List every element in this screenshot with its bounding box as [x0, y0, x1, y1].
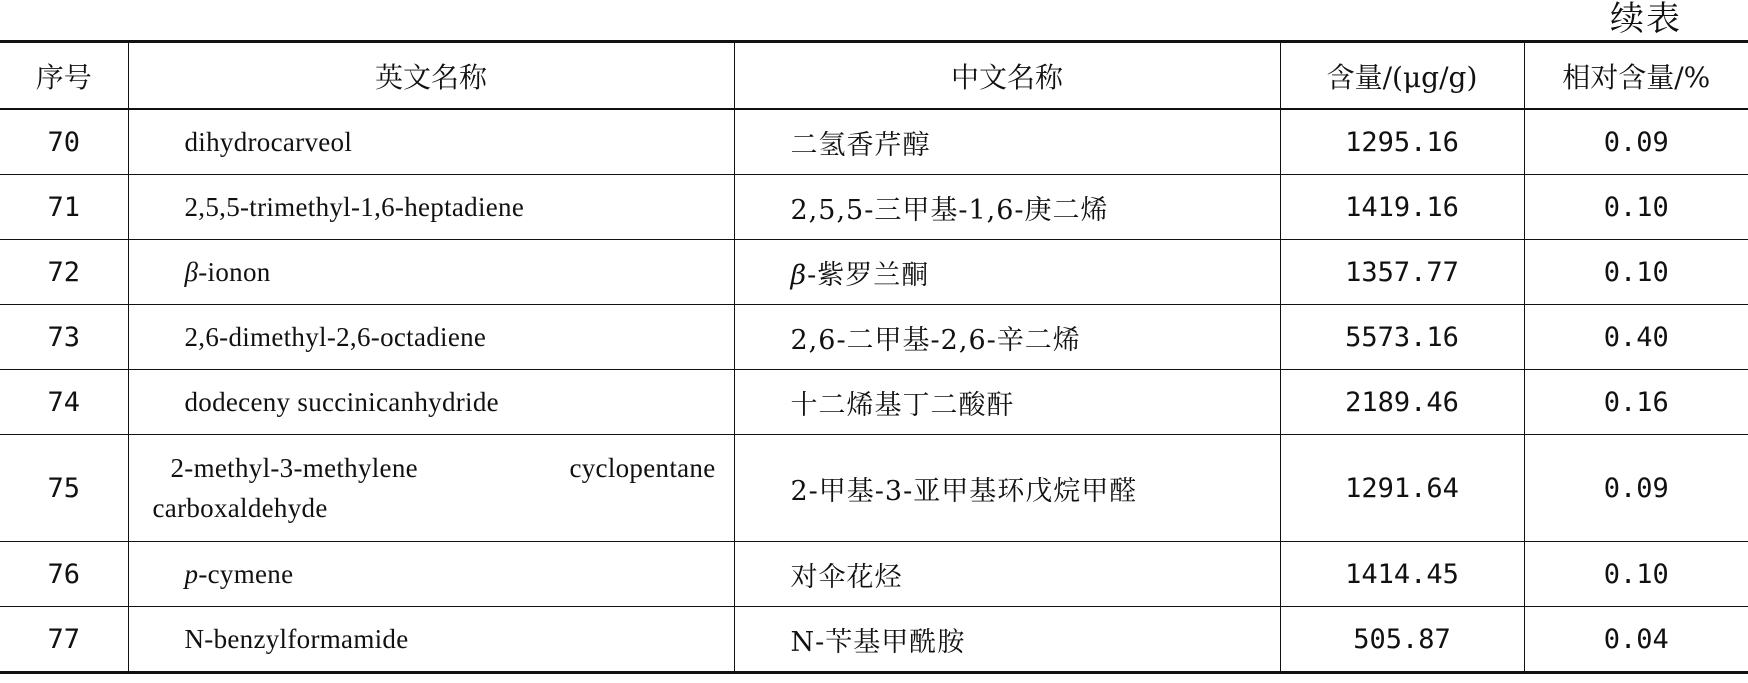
row-amount: 1295.16	[1280, 109, 1524, 175]
row-index: 74	[0, 370, 128, 435]
name-line-1: 2-methyl-3-methylene cyclopentane	[170, 453, 716, 483]
name-rest: -紫罗兰酮	[807, 259, 930, 291]
row-chinese-name: 二氢香芹醇	[734, 109, 1280, 175]
row-english-name	[128, 240, 734, 305]
row-relative-amount: 0.10	[1524, 175, 1748, 240]
header-index: 序号	[0, 42, 128, 110]
row-chinese-name: 十二烯基丁二酸酐	[734, 370, 1280, 435]
row-index: 76	[0, 542, 128, 607]
row-amount: 2189.46	[1280, 370, 1524, 435]
greek-prefix: β	[184, 256, 199, 287]
table-row	[0, 240, 1748, 305]
row-english-name: 2,5,5-trimethyl-1,6-heptadiene	[128, 175, 734, 240]
table-row	[0, 542, 1748, 607]
table-row	[0, 305, 1748, 370]
row-english-name: 2,6-dimethyl-2,6-octadiene	[128, 305, 734, 370]
row-english-name: N-benzylformamide	[128, 607, 734, 673]
row-amount: 1357.77	[1280, 240, 1524, 305]
header-english-name: 英文名称	[128, 42, 734, 110]
header-chinese-name: 中文名称	[734, 42, 1280, 110]
row-relative-amount: 0.10	[1524, 542, 1748, 607]
compound-table	[0, 40, 1748, 674]
name-line-2: carboxaldehyde	[152, 493, 328, 523]
row-english-name: dihydrocarveol	[128, 109, 734, 175]
row-index: 71	[0, 175, 128, 240]
row-chinese-name: N-苄基甲酰胺	[734, 607, 1280, 673]
row-relative-amount: 0.16	[1524, 370, 1748, 435]
name-rest: -cymene	[198, 558, 294, 589]
table-row	[0, 370, 1748, 435]
row-index: 77	[0, 607, 128, 673]
para-prefix: p	[184, 558, 199, 589]
row-amount: 1419.16	[1280, 175, 1524, 240]
row-chinese-name: 2,5,5-三甲基-1,6-庚二烯	[734, 175, 1280, 240]
row-index: 75	[0, 435, 128, 542]
row-relative-amount: 0.09	[1524, 109, 1748, 175]
header-row	[0, 42, 1748, 110]
row-english-name	[128, 435, 734, 542]
row-relative-amount: 0.10	[1524, 240, 1748, 305]
header-amount: 含量/(μg/g)	[1280, 42, 1524, 110]
row-amount: 505.87	[1280, 607, 1524, 673]
row-index: 72	[0, 240, 128, 305]
header-relative-amount: 相对含量/%	[1524, 42, 1748, 110]
row-english-name	[128, 542, 734, 607]
row-amount: 1414.45	[1280, 542, 1524, 607]
row-english-name: dodeceny succinicanhydride	[128, 370, 734, 435]
row-chinese-name: 2-甲基-3-亚甲基环戊烷甲醛	[734, 435, 1280, 542]
row-chinese-name	[734, 240, 1280, 305]
row-index: 70	[0, 109, 128, 175]
greek-prefix: β	[790, 259, 808, 291]
row-relative-amount: 0.40	[1524, 305, 1748, 370]
table-caption: 续表	[1610, 0, 1682, 39]
row-amount: 5573.16	[1280, 305, 1524, 370]
table-row	[0, 607, 1748, 673]
table-row	[0, 109, 1748, 175]
table-row	[0, 435, 1748, 542]
name-rest: -ionon	[198, 256, 271, 287]
row-amount: 1291.64	[1280, 435, 1524, 542]
row-chinese-name: 2,6-二甲基-2,6-辛二烯	[734, 305, 1280, 370]
row-relative-amount: 0.04	[1524, 607, 1748, 673]
row-chinese-name: 对伞花烃	[734, 542, 1280, 607]
table-row	[0, 175, 1748, 240]
row-relative-amount: 0.09	[1524, 435, 1748, 542]
row-index: 73	[0, 305, 128, 370]
